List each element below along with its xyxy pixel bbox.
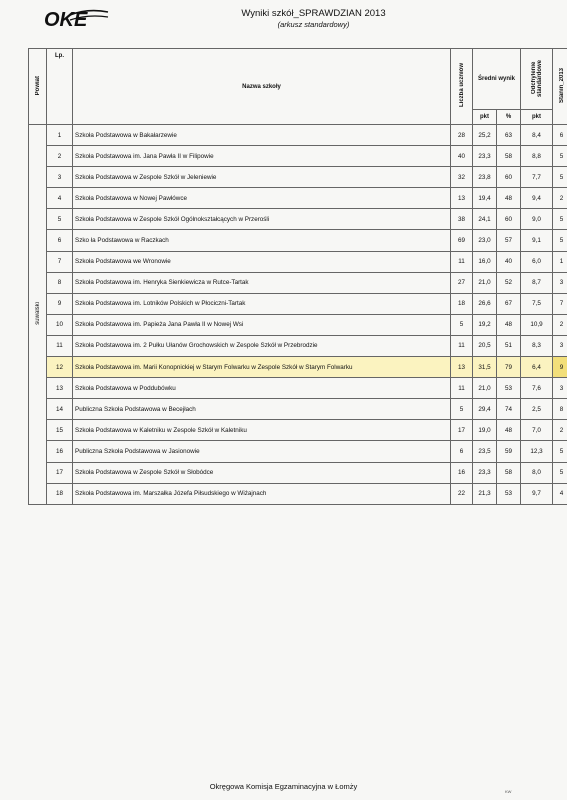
table-row: [29, 272, 567, 293]
avg-pkt-cell: 19,0: [473, 420, 497, 441]
sd-cell: 2,5: [521, 399, 553, 420]
avg-pct-cell: 52: [497, 272, 521, 293]
school-name-cell: Szkoła Podstawowa w Nowej Pawłówce: [73, 188, 451, 209]
school-name-cell: Szkoła Podstawowa w Zespole Szkół w Jeleniewie: [73, 167, 451, 188]
table-row: [29, 209, 567, 230]
stanin-cell: 5: [553, 209, 567, 230]
sd-cell: 6,4: [521, 357, 553, 378]
count-cell: 13: [451, 188, 473, 209]
avg-pct-cell: 59: [497, 441, 521, 462]
header-name: Nazwa szkoły: [73, 49, 451, 125]
header-pct: %: [497, 110, 521, 125]
stanin-cell: 6: [553, 125, 567, 146]
count-cell: 32: [451, 167, 473, 188]
avg-pkt-cell: 23,3: [473, 146, 497, 167]
school-name-cell: Szkoła Podstawowa im. Henryka Sienkiewicza w Rutce-Tartak: [73, 272, 451, 293]
footer-mark: KW: [505, 789, 512, 794]
school-name-cell: Szkoła Podstawowa im. Papieża Jana Pawła II w Nowej Wsi: [73, 314, 451, 335]
school-name-cell: Szkoła Podstawowa w Zespole Szkół Ogólnokształcących w Przerośli: [73, 209, 451, 230]
sd-cell: 8,4: [521, 125, 553, 146]
avg-pct-cell: 58: [497, 462, 521, 483]
stanin-cell: 5: [553, 230, 567, 251]
table-row: [29, 483, 567, 504]
header-sd-pkt: pkt: [521, 110, 553, 125]
avg-pkt-cell: 24,1: [473, 209, 497, 230]
sd-cell: 7,6: [521, 378, 553, 399]
avg-pct-cell: 53: [497, 483, 521, 504]
results-table: [28, 48, 567, 505]
stanin-cell: 8: [553, 399, 567, 420]
lp-cell: 13: [47, 378, 73, 399]
count-cell: 11: [451, 335, 473, 356]
header-count: Liczba uczniów: [451, 49, 473, 125]
table-row: [29, 230, 567, 251]
stanin-cell: 5: [553, 462, 567, 483]
stanin-cell: 9: [553, 357, 567, 378]
header-powiat: Powiat: [29, 49, 47, 125]
avg-pct-cell: 63: [497, 125, 521, 146]
sd-cell: 9,4: [521, 188, 553, 209]
avg-pkt-cell: 25,2: [473, 125, 497, 146]
stanin-cell: 4: [553, 483, 567, 504]
count-cell: 22: [451, 483, 473, 504]
avg-pct-cell: 51: [497, 335, 521, 356]
avg-pkt-cell: 23,5: [473, 441, 497, 462]
sd-cell: 8,0: [521, 462, 553, 483]
table-row: [29, 420, 567, 441]
count-cell: 11: [451, 378, 473, 399]
table-row: [29, 146, 567, 167]
school-name-cell: Szko ła Podstawowa w Raczkach: [73, 230, 451, 251]
lp-cell: 2: [47, 146, 73, 167]
stanin-cell: 5: [553, 441, 567, 462]
avg-pkt-cell: 21,3: [473, 483, 497, 504]
sd-cell: 8,3: [521, 335, 553, 356]
avg-pct-cell: 79: [497, 357, 521, 378]
table-row: [29, 293, 567, 314]
page-subtitle: (arkusz standardowy): [277, 20, 350, 29]
results-body: [29, 125, 567, 505]
avg-pkt-cell: 21,0: [473, 272, 497, 293]
school-name-cell: Szkoła Podstawowa im. 2 Pułku Ułanów Grochowskich w Zespole Szkół w Przebrodzie: [73, 335, 451, 356]
count-cell: 5: [451, 314, 473, 335]
count-cell: 18: [451, 293, 473, 314]
powiat-cell: suwalski: [29, 125, 47, 505]
table-row: [29, 188, 567, 209]
count-cell: 27: [451, 272, 473, 293]
avg-pct-cell: 67: [497, 293, 521, 314]
stanin-cell: 3: [553, 272, 567, 293]
lp-cell: 4: [47, 188, 73, 209]
avg-pkt-cell: 23,8: [473, 167, 497, 188]
avg-pct-cell: 53: [497, 378, 521, 399]
count-cell: 69: [451, 230, 473, 251]
school-name-cell: Szkoła Podstawowa w Bakałarzewie: [73, 125, 451, 146]
avg-pkt-cell: 31,5: [473, 357, 497, 378]
school-name-cell: Publiczna Szkoła Podstawowa w Becejłach: [73, 399, 451, 420]
stanin-cell: 7: [553, 293, 567, 314]
sd-cell: 9,0: [521, 209, 553, 230]
sd-cell: 7,0: [521, 420, 553, 441]
sd-cell: 9,1: [521, 230, 553, 251]
sd-cell: 9,7: [521, 483, 553, 504]
lp-cell: 10: [47, 314, 73, 335]
school-name-cell: Szkoła Podstawowa im. Jana Pawła II w Filipowie: [73, 146, 451, 167]
avg-pct-cell: 58: [497, 146, 521, 167]
oke-logo-text: OKE: [44, 9, 88, 31]
table-row: [29, 251, 567, 272]
avg-pct-cell: 57: [497, 230, 521, 251]
avg-pct-cell: 48: [497, 188, 521, 209]
table-row: [29, 441, 567, 462]
lp-cell: 11: [47, 335, 73, 356]
footer-text: Okręgowa Komisja Egzaminacyjna w Łomży: [209, 782, 358, 791]
stanin-cell: 5: [553, 167, 567, 188]
avg-pkt-cell: 23,3: [473, 462, 497, 483]
stanin-cell: 2: [553, 188, 567, 209]
lp-cell: 18: [47, 483, 73, 504]
lp-cell: 5: [47, 209, 73, 230]
avg-pkt-cell: 21,0: [473, 378, 497, 399]
sd-cell: 7,7: [521, 167, 553, 188]
table-row: [29, 357, 567, 378]
count-cell: 16: [451, 462, 473, 483]
sd-cell: 12,3: [521, 441, 553, 462]
school-name-cell: Szkoła Podstawowa im. Lotników Polskich w Płociczni-Tartak: [73, 293, 451, 314]
stanin-cell: 1: [553, 251, 567, 272]
avg-pkt-cell: 16,0: [473, 251, 497, 272]
sd-cell: 8,8: [521, 146, 553, 167]
count-cell: 11: [451, 251, 473, 272]
lp-cell: 12: [47, 357, 73, 378]
table-row: [29, 399, 567, 420]
sd-cell: 7,5: [521, 293, 553, 314]
avg-pct-cell: 60: [497, 209, 521, 230]
header-pkt: pkt: [473, 110, 497, 125]
lp-cell: 17: [47, 462, 73, 483]
avg-pkt-cell: 20,5: [473, 335, 497, 356]
header-avg: Średni wynik: [473, 49, 521, 110]
school-name-cell: Szkoła Podstawowa w Poddubówku: [73, 378, 451, 399]
school-name-cell: Szkoła Podstawowa im. Marii Konopnickiej w Starym Folwarku w Zespole Szkół w Starym Folwarku: [73, 357, 451, 378]
stanin-cell: 3: [553, 335, 567, 356]
table-row: [29, 314, 567, 335]
school-name-cell: Szkoła Podstawowa w Zespole Szkół w Słobódce: [73, 462, 451, 483]
lp-cell: 6: [47, 230, 73, 251]
count-cell: 17: [451, 420, 473, 441]
header-sd: Odchylenie standardowe: [521, 49, 553, 110]
header-stanin: Stanin_2013: [553, 49, 567, 125]
stanin-cell: 3: [553, 378, 567, 399]
lp-cell: 8: [47, 272, 73, 293]
sd-cell: 6,0: [521, 251, 553, 272]
count-cell: 38: [451, 209, 473, 230]
avg-pct-cell: 48: [497, 420, 521, 441]
page-title: Wyniki szkół_SPRAWDZIAN 2013: [241, 8, 386, 19]
school-name-cell: Publiczna Szkoła Podstawowa w Jasionowie: [73, 441, 451, 462]
count-cell: 40: [451, 146, 473, 167]
table-row: [29, 167, 567, 188]
sd-cell: 10,9: [521, 314, 553, 335]
avg-pkt-cell: 26,6: [473, 293, 497, 314]
lp-cell: 1: [47, 125, 73, 146]
avg-pct-cell: 60: [497, 167, 521, 188]
avg-pct-cell: 40: [497, 251, 521, 272]
avg-pkt-cell: 19,2: [473, 314, 497, 335]
count-cell: 6: [451, 441, 473, 462]
lp-cell: 16: [47, 441, 73, 462]
school-name-cell: Szkoła Podstawowa we Wronowie: [73, 251, 451, 272]
lp-cell: 3: [47, 167, 73, 188]
sd-cell: 8,7: [521, 272, 553, 293]
count-cell: 13: [451, 357, 473, 378]
school-name-cell: Szkoła Podstawowa im. Marszałka Józefa Piłsudskiego w Wiżajnach: [73, 483, 451, 504]
stanin-cell: 2: [553, 420, 567, 441]
lp-cell: 7: [47, 251, 73, 272]
table-row: [29, 462, 567, 483]
stanin-cell: 5: [553, 146, 567, 167]
avg-pkt-cell: 23,0: [473, 230, 497, 251]
avg-pct-cell: 74: [497, 399, 521, 420]
avg-pkt-cell: 29,4: [473, 399, 497, 420]
lp-cell: 14: [47, 399, 73, 420]
table-row: [29, 378, 567, 399]
school-name-cell: Szkoła Podstawowa w Kaletniku w Zespole Szkół w Kaletniku: [73, 420, 451, 441]
header-lp: Lp.: [47, 49, 73, 125]
avg-pct-cell: 48: [497, 314, 521, 335]
lp-cell: 15: [47, 420, 73, 441]
count-cell: 28: [451, 125, 473, 146]
count-cell: 5: [451, 399, 473, 420]
table-row: [29, 125, 567, 146]
table-row: [29, 335, 567, 356]
lp-cell: 9: [47, 293, 73, 314]
avg-pkt-cell: 19,4: [473, 188, 497, 209]
stanin-cell: 2: [553, 314, 567, 335]
